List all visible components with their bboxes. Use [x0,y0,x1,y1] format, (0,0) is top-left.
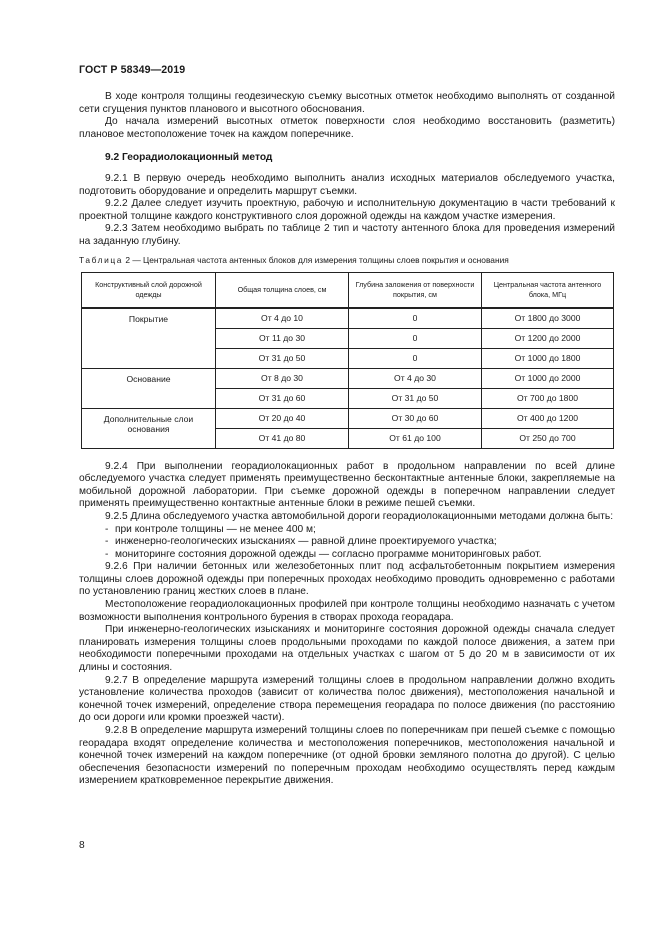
layer-cell: Покрытие [82,308,216,369]
table-cell: От 31 до 50 [216,348,349,368]
header-thickness: Общая толщина слоев, см [216,272,349,308]
table-caption [79,255,615,266]
paragraph: При инженерно-геологических изысканиях и мониторинге состояния дорожной одежды сначала следует планировать измерения толщины слоев продольными проходами по каждой полосе движения, а затем при необходимости поперечными проходами на отдельных участках с шагом от 5 до 20 м в зависимости от их длины и состояния. [79,624,615,674]
table-cell: От 1000 до 2000 [482,368,614,388]
table-cell: 0 [349,308,482,329]
section-title: 9.2 Георадиолокационный метод [105,152,273,164]
table-header-row [82,272,614,308]
list-dash: - [105,548,109,560]
table-cell: От 31 до 50 [349,388,482,408]
intro-paragraph: До начала измерений высотных отметок поверхности слоя необходимо восстановить (разметить) плановое местоположение точек на каждом поперечнике. [79,116,615,140]
frequency-table [81,272,614,449]
table-cell: От 1200 до 2000 [482,328,614,348]
layer-cell: Дополнительные слои основания [82,408,216,448]
table-cell: 0 [349,328,482,348]
header-depth: Глубина заложения от поверхности покрытия, см [349,272,482,308]
table-row [82,408,614,428]
page-number: 8 [79,840,85,851]
layer-cell: Основание [82,368,216,408]
paragraph-9-2-7: 9.2.7 В определение маршрута измерений толщины слоев в продольном направлении должно входить установление количества проходов (зависит от количества полос движения), местоположения начальной и конечной точек измерений, определение створа перемещения георадара по полосе движения (по расстоянию до оси дороги или кромки проезжей части). [79,674,615,724]
table-cell: От 61 до 100 [349,428,482,448]
header-layer: Конструктивный слой дорожной одежды [82,272,216,308]
document-id: ГОСТ Р 58349—2019 [79,64,186,76]
table-cell: От 400 до 1200 [482,408,614,428]
paragraph-9-2-3: 9.2.3 Затем необходимо выбрать по таблице 2 тип и частоту антенного блока для проведения измерений на заданную глубину. [79,223,615,247]
paragraph: Местоположение георадиолокационных профилей при контроле толщины необходимо назначать с учетом возможности выполнения контрольного бурения в створах прохода георадара. [79,599,615,623]
list-dash: - [105,523,109,535]
page-content [79,91,615,788]
table-cell: От 20 до 40 [216,408,349,428]
table-cell: От 31 до 60 [216,388,349,408]
table-caption-text: 2 — Центральная частота антенных блоков для измерения толщины слоев покрытия и основания [125,254,509,265]
list-dash: - [105,536,109,548]
table-row [82,368,614,388]
paragraph-9-2-5: 9.2.5 Длина обследуемого участка автомобильной дороги георадиолокационными методами должна быть: [105,510,614,522]
paragraph-9-2-8: 9.2.8 В определение маршрута измерений толщины слоев по поперечникам при пешей съемке с помощью георадара входят определение количества и местоположения поперечников, местоположения начальной и конечной точек измерений на каждом поперечнике (от одной бровки земляного полотна до другой). С целью обеспечения безопасности измерений по поперечным проходам необходимо осуществлять перед каждым измерением кратковременное перекрытие движения. [79,725,615,787]
list-item: - мониторинге состояния дорожной одежды — согласно программе мониторинговых работ. [105,548,542,560]
table-cell: От 1000 до 1800 [482,348,614,368]
list-item: - инженерно-геологических изысканиях — равной длине проектируемого участка; [105,536,497,548]
table-cell: От 4 до 30 [349,368,482,388]
paragraph-9-2-6: 9.2.6 При наличии бетонных или железобетонных плит под асфальтобетонным покрытием измерения толщины слоев дорожной одежды при поперечных проходах необходимо проводить одновременно с работами по установлению границ жестких слоев в плане. [79,561,615,598]
intro-paragraph: В ходе контроля толщины геодезическую съемку высотных отметок необходимо выполнять от созданной сети сгущения пунктов планового и высотного обоснования. [79,91,615,115]
table-cell: От 1800 до 3000 [482,308,614,329]
table-cell: От 250 до 700 [482,428,614,448]
table-cell: 0 [349,348,482,368]
table-cell: От 8 до 30 [216,368,349,388]
paragraph-9-2-2: 9.2.2 Далее следует изучить проектную, рабочую и исполнительную документацию в части требований к проектной толщине каждого конструктивного слоя дорожной одежды на каждом участке измерения. [79,198,615,222]
paragraph-9-2-4: 9.2.4 При выполнении георадиолокационных работ в продольном направлении по всей длине обследуемого участка следует применять преимущественно бесконтактные антенные блоки, закрепляемые на мобильной дорожной лаборатории. При съемке дорожной одежды в поперечном направлении следует применять преимущественно контактные антенные блоки в режиме пешей съемки. [79,460,615,510]
table-cell: От 41 до 80 [216,428,349,448]
table-cell: От 30 до 60 [349,408,482,428]
list-item: - при контроле толщины — не менее 400 м; [105,523,316,535]
table-caption-label: Таблица [79,254,124,265]
table-row [82,308,614,329]
header-frequency: Центральная частота антенного блока, МГц [482,272,614,308]
table-cell: От 4 до 10 [216,308,349,329]
table-cell: От 700 до 1800 [482,388,614,408]
paragraph-9-2-1: 9.2.1 В первую очередь необходимо выполнить анализ исходных материалов обследуемого участка, подготовить оборудование и определить маршрут съемки. [79,172,615,197]
table-cell: От 11 до 30 [216,328,349,348]
